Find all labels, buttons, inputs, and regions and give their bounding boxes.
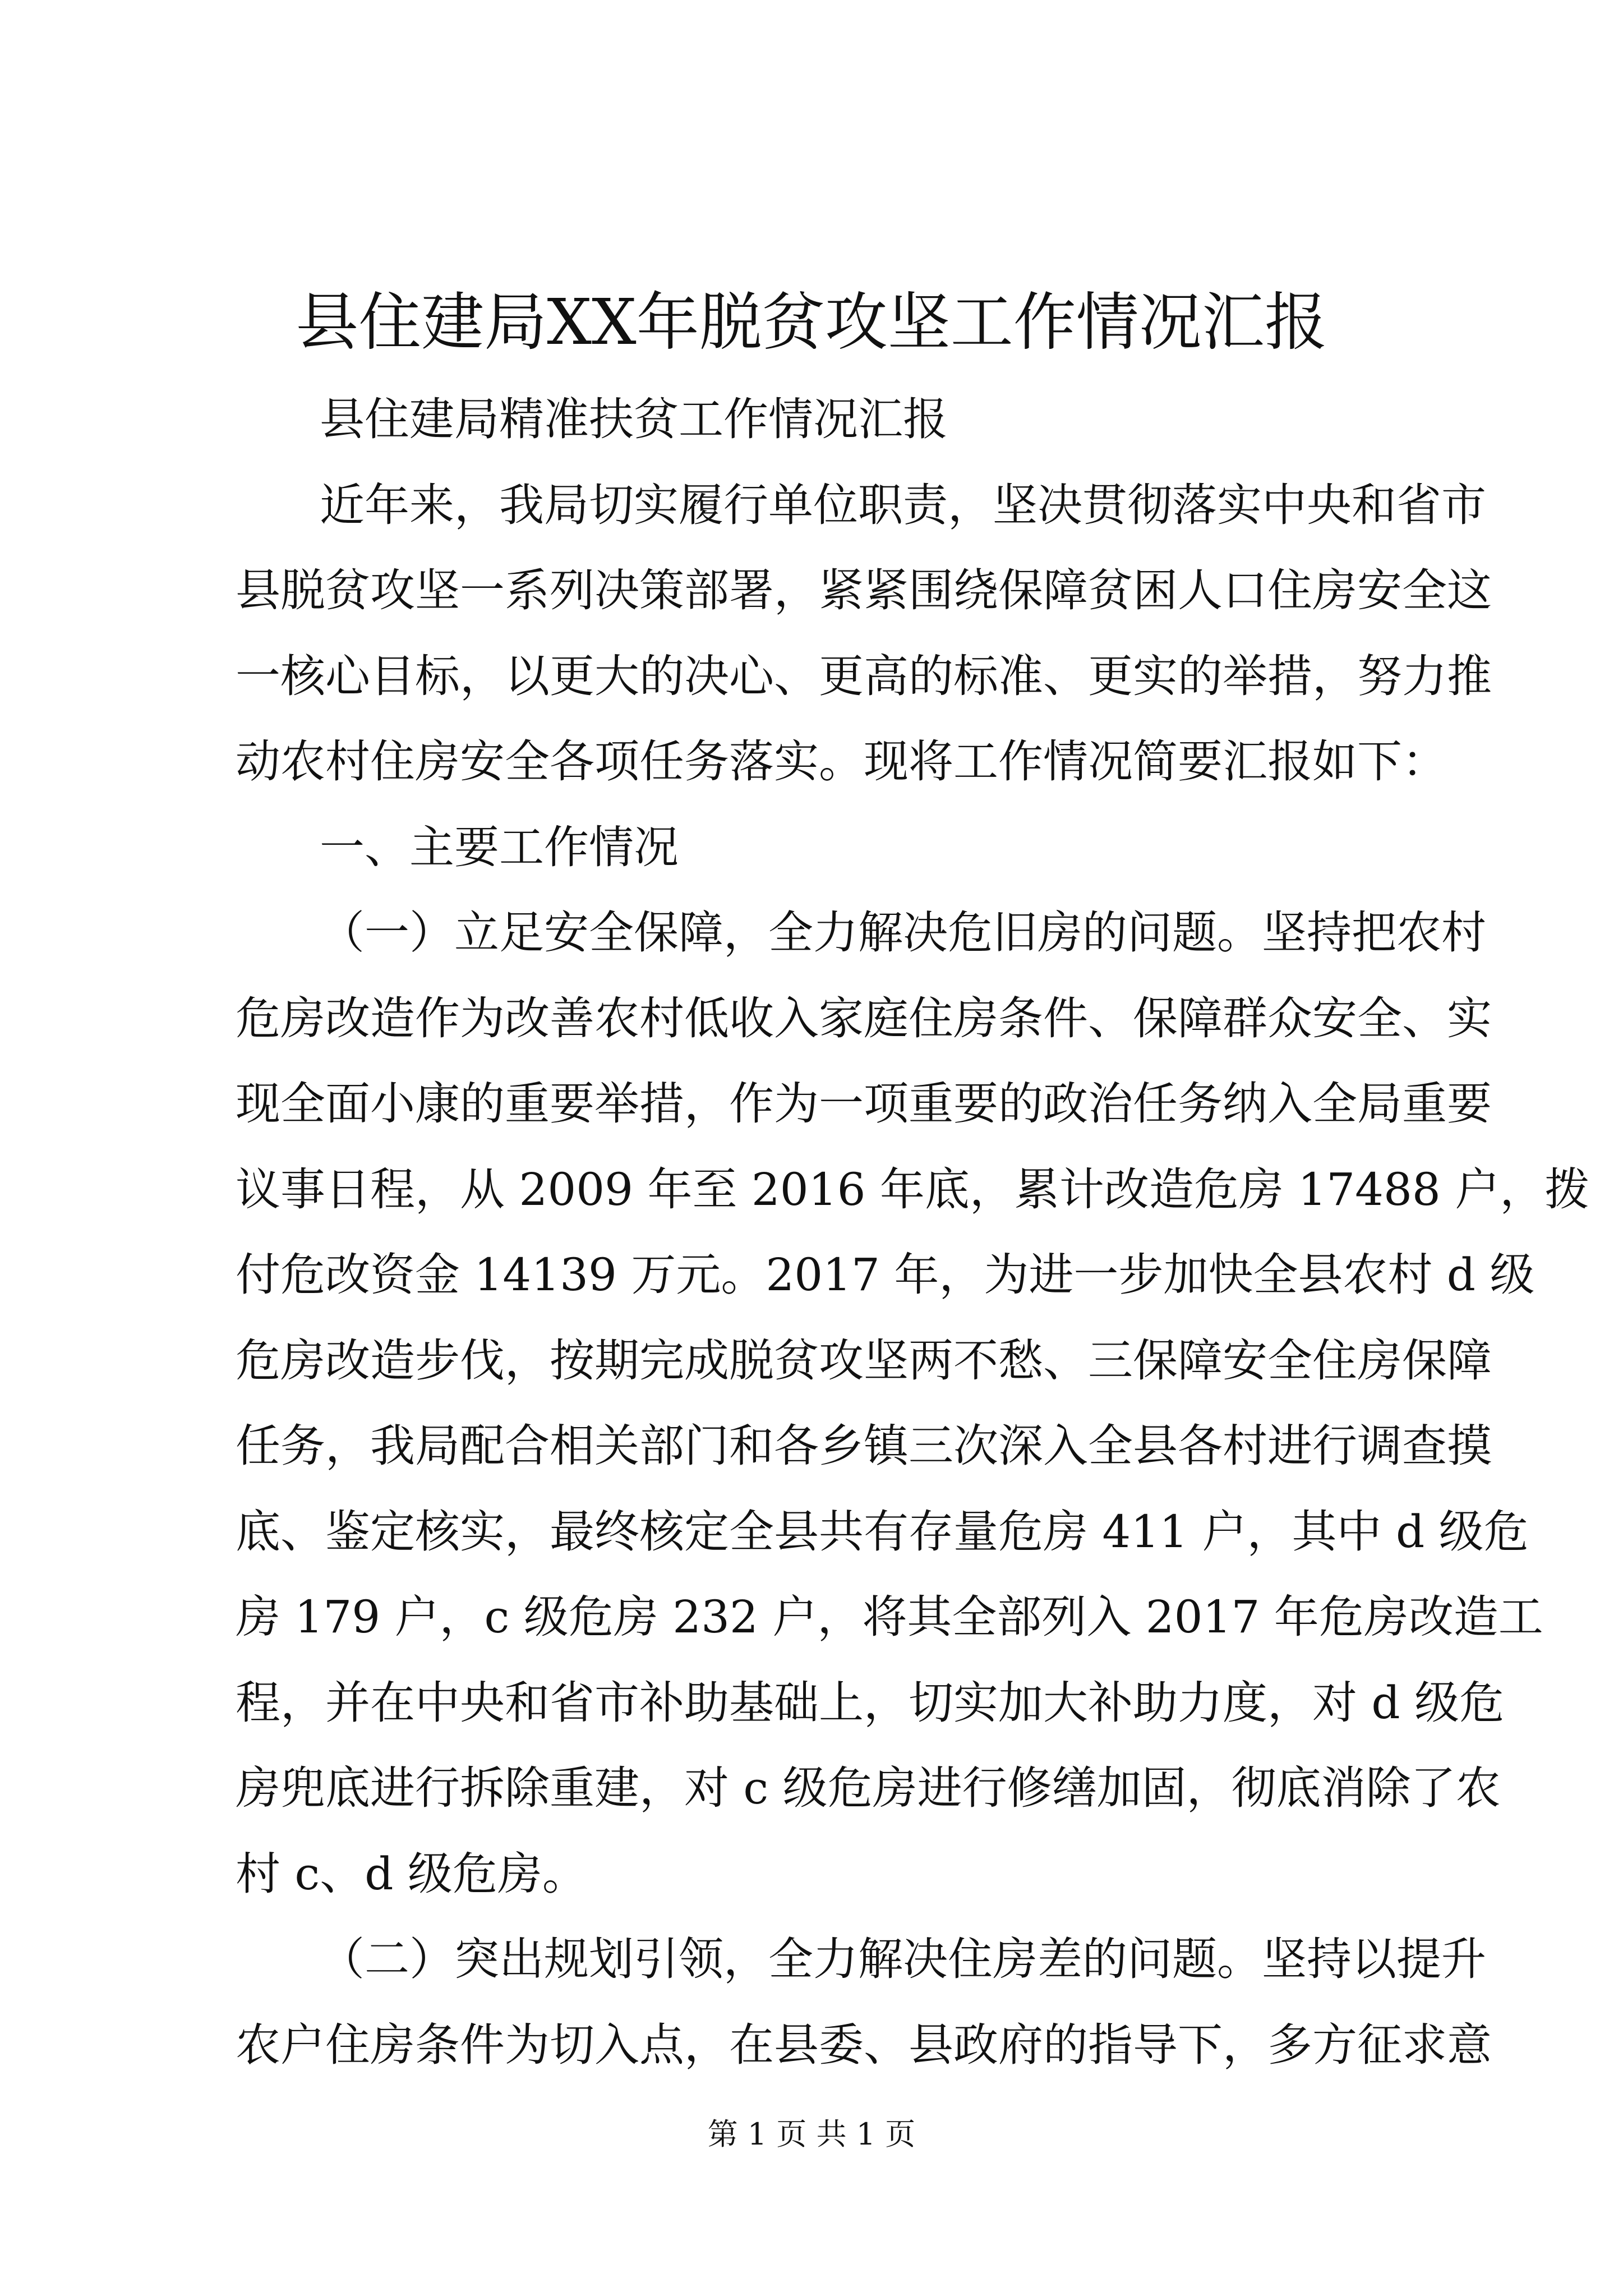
body-line: 底、鉴定核实，最终核定全县共有存量危房 411 户，其中 d 级危 — [236, 1505, 1529, 1558]
body-line: 县住建局精准扶贫工作情况汇报 — [320, 393, 948, 445]
body-line: 危房改造作为改善农村低收入家庭住房条件、保障群众安全、实 — [236, 992, 1492, 1045]
body-line: 近年来，我局切实履行单位职责，坚决贯彻落实中央和省市 — [320, 478, 1486, 531]
body-line: （二）突出规划引领，全力解决住房差的问题。坚持以提升 — [320, 1933, 1486, 1985]
section-heading: 一、主要工作情况 — [320, 821, 679, 873]
body-line: 村 c、d 级危房。 — [236, 1847, 587, 1900]
body-line: 任务，我局配合相关部门和各乡镇三次深入全县各村进行调查摸 — [236, 1420, 1492, 1472]
body-line: 一核心目标，以更大的决心、更高的标准、更实的举措，努力推 — [236, 650, 1492, 702]
body-line: 房兜底进行拆除重建，对 c 级危房进行修缮加固，彻底消除了农 — [236, 1762, 1501, 1814]
body-line: 付危改资金 14139 万元。2017 年，为进一步加快全县农村 d 级 — [236, 1249, 1535, 1301]
body-line: 现全面小康的重要举措，作为一项重要的政治任务纳入全局重要 — [236, 1078, 1492, 1130]
body-line: 危房改造步伐，按期完成脱贫攻坚两不愁、三保障安全住房保障 — [236, 1334, 1492, 1387]
body-line: 县脱贫攻坚一系列决策部署，紧紧围绕保障贫困人口住房安全这 — [236, 564, 1492, 616]
body-line: 房 179 户，c 级危房 232 户，将其全部列入 2017 年危房改造工 — [236, 1591, 1543, 1643]
body-line: 议事日程，从 2009 年至 2016 年底，累计改造危房 17488 户，拨 — [236, 1163, 1590, 1216]
document-body — [236, 377, 1590, 2088]
page-footer: 第 1 页 共 1 页 — [707, 2116, 916, 2152]
body-line: 程，并在中央和省市补助基础上，切实加大补助力度，对 d 级危 — [236, 1676, 1505, 1729]
body-line: （一）立足安全保障，全力解决危旧房的问题。坚持把农村 — [320, 907, 1486, 959]
body-line: 农户住房条件为切入点，在县委、县政府的指导下，多方征求意 — [236, 2018, 1492, 2071]
document-title: 县住建局XX年脱贫攻坚工作情况汇报 — [296, 286, 1327, 359]
body-line: 动农村住房安全各项任务落实。现将工作情况简要汇报如下： — [236, 735, 1447, 788]
